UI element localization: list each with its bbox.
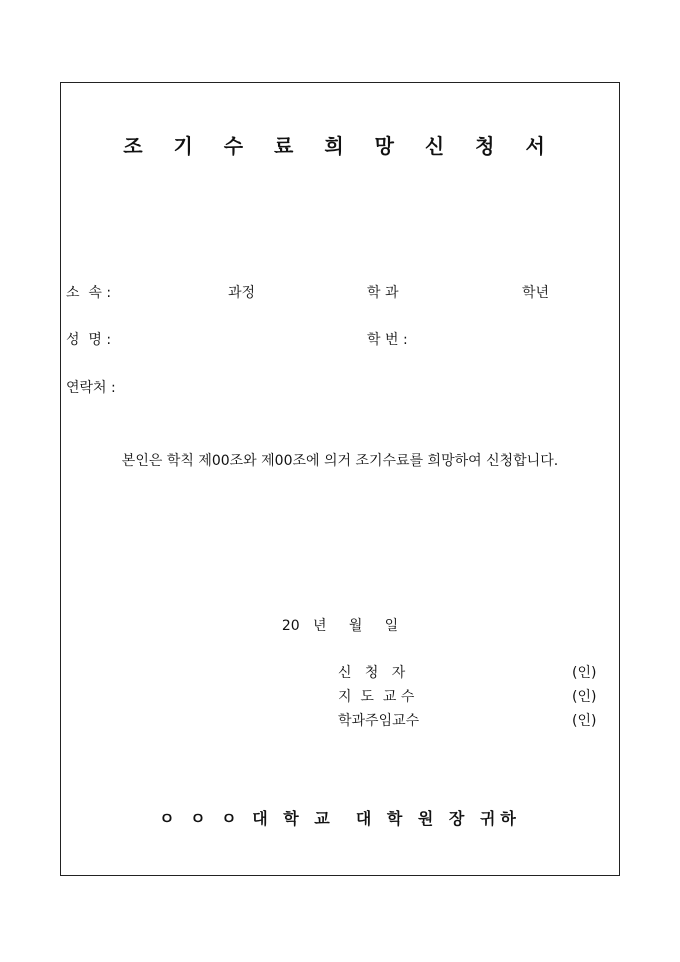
addressee: ㅇ ㅇ ㅇ 대 학 교 대 학 원 장 귀하 (159, 809, 521, 828)
form-title: 조 기 수 료 희 망 신 청 서 (123, 134, 557, 158)
application-date: 20 년 월 일 (281, 618, 399, 634)
department-label: 학 과 (367, 285, 399, 301)
student-id-label: 학 번 : (367, 332, 408, 348)
application-statement: 본인은 학칙 제00조와 제00조에 의거 조기수료를 희망하여 신청합니다. (121, 453, 559, 469)
course-label: 과정 (228, 285, 256, 301)
signature-role-advisor: 지 도 교 수 (338, 689, 415, 705)
affiliation-label: 소 속 : (66, 285, 112, 301)
signature-seal-department-chair: (인) (572, 713, 597, 729)
signature-seal-applicant: (인) (572, 665, 597, 681)
signature-role-department-chair: 학과주임교수 (338, 713, 420, 729)
signature-seal-advisor: (인) (572, 689, 597, 705)
name-label: 성 명 : (66, 332, 112, 348)
form-border (60, 82, 620, 876)
signature-role-applicant: 신 청 자 (338, 665, 406, 681)
year-label: 학년 (522, 285, 550, 301)
contact-label: 연락처 : (66, 380, 116, 396)
